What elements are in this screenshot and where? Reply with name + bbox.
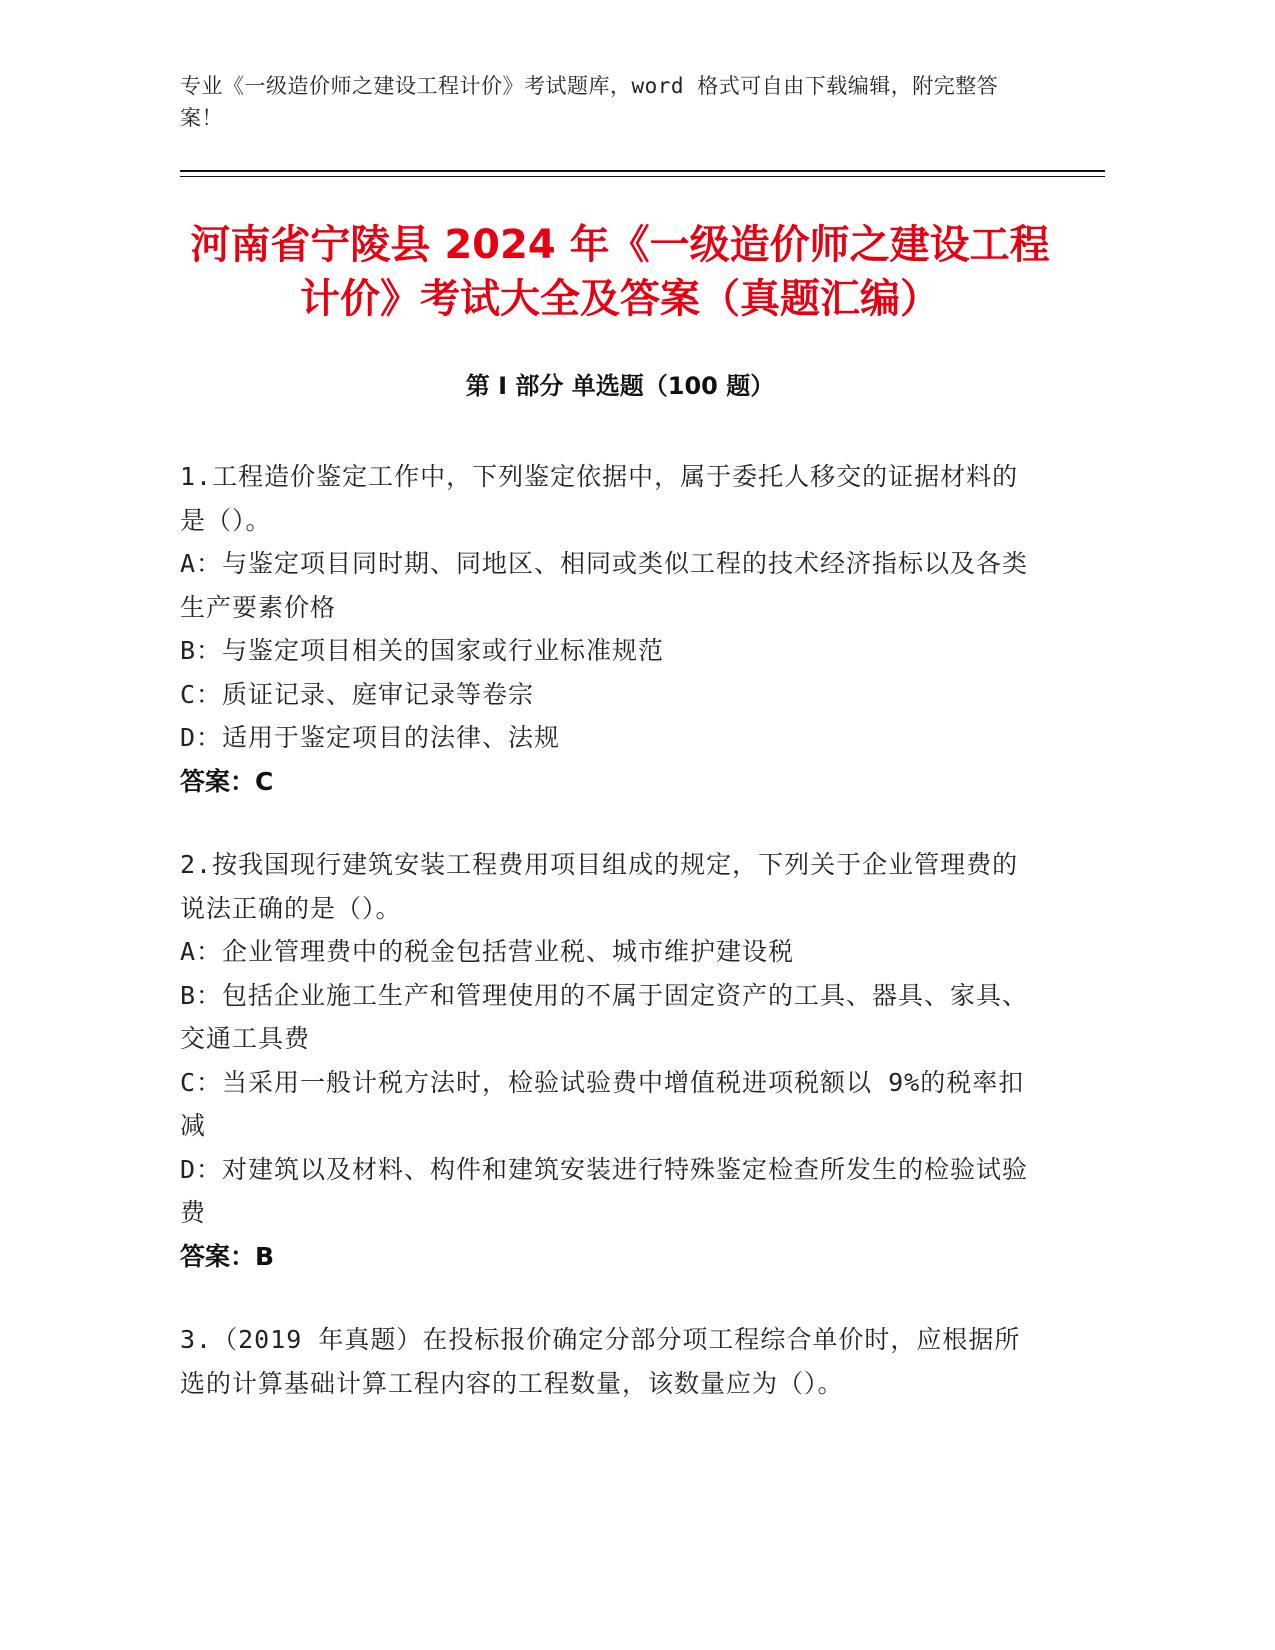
option-a: A：企业管理费中的税金包括营业税、城市维护建设税 xyxy=(180,937,795,966)
header-note: 专业《一级造价师之建设工程计价》考试题库，word 格式可自由下载编辑，附完整答案！ xyxy=(180,74,999,130)
question-3 xyxy=(180,1318,1040,1405)
question-1 xyxy=(180,455,1040,803)
option-a: A：与鉴定项目同时期、同地区、相同或类似工程的技术经济指标以及各类生产要素价格 xyxy=(180,549,1029,622)
answer: 答案：B xyxy=(180,1241,275,1271)
option-b: B：包括企业施工生产和管理使用的不属于固定资产的工具、器具、家具、交通工具费 xyxy=(180,980,1029,1053)
header-divider-thick xyxy=(180,170,1105,172)
option-d: D：适用于鉴定项目的法律、法规 xyxy=(180,723,561,752)
question-stem: 3.（2019 年真题）在投标报价确定分部分项工程综合单价时，应根据所选的计算基础计算工程内容的工程数量，该数量应为（）。 xyxy=(180,1325,1021,1398)
answer: 答案：C xyxy=(180,766,274,796)
question-stem: 1.工程造价鉴定工作中，下列鉴定依据中，属于委托人移交的证据材料的是（）。 xyxy=(180,462,1019,535)
option-d: D：对建筑以及材料、构件和建筑安装进行特殊鉴定检查所发生的检验试验费 xyxy=(180,1154,1029,1227)
option-b: B：与鉴定项目相关的国家或行业标准规范 xyxy=(180,636,665,665)
option-c: C：当采用一般计税方法时，检验试验费中增值税进项税额以 9%的税率扣减 xyxy=(180,1067,1025,1140)
header-divider-thin xyxy=(180,176,1105,177)
question-list xyxy=(180,455,1040,1445)
option-c: C：质证记录、庭审记录等卷宗 xyxy=(180,679,535,709)
document-title: 河南省宁陵县 2024 年《一级造价师之建设工程计价》考试大全及答案（真题汇编） xyxy=(190,222,1050,322)
question-2 xyxy=(180,843,1040,1278)
question-stem: 2.按我国现行建筑安装工程费用项目组成的规定，下列关于企业管理费的说法正确的是（）。 xyxy=(180,850,1019,923)
section-title: 第 I 部分 单选题（100 题） xyxy=(465,372,775,400)
